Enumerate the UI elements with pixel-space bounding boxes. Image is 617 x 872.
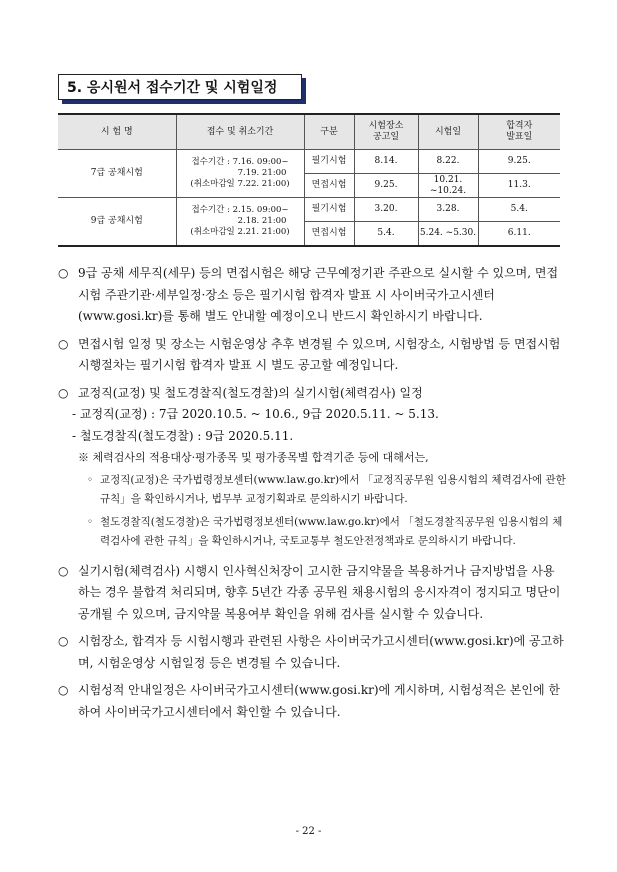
exam-date-cell: 8.22. (418, 150, 478, 174)
notice-paragraph (56, 334, 566, 377)
notice-paragraph (56, 383, 566, 405)
period-cell (176, 150, 304, 198)
paragraph-text: 시험성적 안내일정은 사이버국가고시센터(www.gosi.kr)에 게시하며, 시험성적은 본인에 한하여 사이버국가고시센터에서 확인할 수 있습니다. (78, 683, 560, 719)
circle-bullet-icon: ○ (58, 634, 69, 648)
sub-item (56, 513, 566, 551)
paragraph-text: 시험장소, 합격자 등 시험시행과 관련된 사항은 사이버국가고시센터(www.gosi.kr)에 공고하며, 시험운영상 시험일정 등은 변경될 수 있습니다. (78, 634, 564, 670)
exam-schedule-table (58, 113, 560, 247)
header-exam-name: 시 험 명 (58, 114, 176, 150)
header-exam-date: 시험일 (418, 114, 478, 150)
notice-cell: 5.4. (354, 222, 418, 247)
notice-body (56, 263, 566, 723)
exam-date-cell: 10.21. ~10.24. (418, 174, 478, 198)
type-cell: 면접시험 (304, 222, 354, 247)
table-row (58, 150, 560, 174)
notice-cell: 9.25. (354, 174, 418, 198)
table-header-row (58, 114, 560, 150)
result-cell: 11.3. (478, 174, 560, 198)
result-cell: 6.11. (478, 222, 560, 247)
header-period: 접수 및 취소기간 (176, 114, 304, 150)
result-cell: 5.4. (478, 198, 560, 222)
header-result-line2: 발표일 (506, 132, 533, 142)
small-bullet-icon: ◦ (87, 473, 94, 486)
header-notice-date (354, 114, 418, 150)
circle-bullet-icon: ○ (58, 683, 69, 697)
circle-bullet-icon: ○ (58, 336, 69, 351)
paragraph-text: 실기시험(체력검사) 시행시 인사혁신처장이 고시한 금지약물을 복용하거나 금지방법을 사용하는 경우 불합격 처리되며, 향후 5년간 각종 공무원 채용시험의 응시자격이 정지되고 명단이 공개될 수 있으며, 금지약물 복용여부 확인을 위해 검사를 실시할 수 있습니다. (78, 563, 561, 621)
circle-bullet-icon: ○ (58, 266, 69, 280)
header-type: 구분 (304, 114, 354, 150)
header-result-date (478, 114, 560, 150)
notice-paragraph (56, 561, 566, 626)
period-line: 접수기간 : 2.15. 09:00~ (191, 205, 289, 215)
page-number: - 22 - (295, 826, 322, 837)
type-cell: 면접시험 (304, 174, 354, 198)
exam-name-cell: 7급 공채시험 (58, 150, 176, 198)
period-line: (취소마감일 7.22. 21:00) (190, 179, 290, 189)
exam-name-cell: 9급 공채시험 (58, 198, 176, 247)
small-bullet-icon: ◦ (87, 515, 94, 528)
notice-cell: 8.14. (354, 150, 418, 174)
paragraph-text: 면접시험 일정 및 장소는 시험운영상 추후 변경될 수 있으며, 시험장소, 시험방법 등 면접시험 시행절차는 필기시험 합격자 발표 시 별도 공고할 예정입니다. (78, 336, 561, 372)
sub-item (56, 471, 566, 509)
exam-date-cell: 5.24. ~5.30. (418, 222, 478, 247)
dash-item: - 교정직(교정) : 7급 2020.10.5. ~ 10.6., 9급 2020.5.11. ~ 5.13. (72, 407, 439, 421)
result-cell: 9.25. (478, 150, 560, 174)
reference-note: ※ 체력검사의 적용대상·평가종목 및 평가종목별 합격기준 등에 대해서는, (78, 451, 429, 464)
header-notice-line1: 시험장소 (368, 121, 404, 131)
period-cell (176, 198, 304, 247)
header-notice-line2: 공고일 (372, 132, 400, 142)
table-row (58, 198, 560, 222)
type-cell: 필기시험 (304, 150, 354, 174)
period-line: 2.18. 21:00 (237, 216, 287, 226)
header-result-line1: 합격자 (506, 121, 533, 131)
period-line: 7.19. 21:00 (237, 168, 287, 178)
sub-item-text: 철도경찰직(철도경찰)은 국가법령정보센터(www.law.go.kr)에서 「철도경찰직공무원 임용시험의 체력검사에 관한 규칙」을 확인하시거나, 국토교통부 철도안전정책과로 문의하시기 바랍니다. (100, 515, 563, 547)
period-line: 접수기간 : 7.16. 09:00~ (191, 157, 289, 167)
dash-item: - 철도경찰직(철도경찰) : 9급 2020.5.11. (72, 428, 294, 443)
section-title: 5. 응시원서 접수기간 및 시험일정 (58, 74, 302, 100)
sub-item-text: 교정직(교정)은 국가법령정보센터(www.law.go.kr)에서 「교정직공무원 임용시험의 체력검사에 관한 규칙」을 확인하시거나, 법무부 교정기획과로 문의하시기 바랍니다. (100, 473, 566, 505)
notice-cell: 3.20. (354, 198, 418, 222)
period-line: (취소마감일 2.21. 21:00) (190, 227, 290, 237)
circle-bullet-icon: ○ (58, 563, 69, 578)
notice-paragraph (56, 680, 566, 723)
paragraph-text: 교정직(교정) 및 철도경찰직(철도경찰)의 실기시험(체력검사) 일정 (78, 385, 423, 400)
exam-date-cell: 3.28. (418, 198, 478, 222)
circle-bullet-icon: ○ (58, 385, 69, 400)
notice-paragraph (56, 631, 566, 674)
paragraph-text: 9급 공채 세무직(세무) 등의 면접시험은 해당 근무예정기관 주관으로 실시할 수 있으며, 면접시험 주관기관·세부일정·장소 등은 필기시험 합격자 발표 시 사이버국가고시센터(www.gosi.kr)를 통해 별도 안내할 예정이오니 반드시 확인하시기 바랍니다. (78, 266, 559, 323)
notice-paragraph (56, 263, 566, 328)
type-cell: 필기시험 (304, 198, 354, 222)
